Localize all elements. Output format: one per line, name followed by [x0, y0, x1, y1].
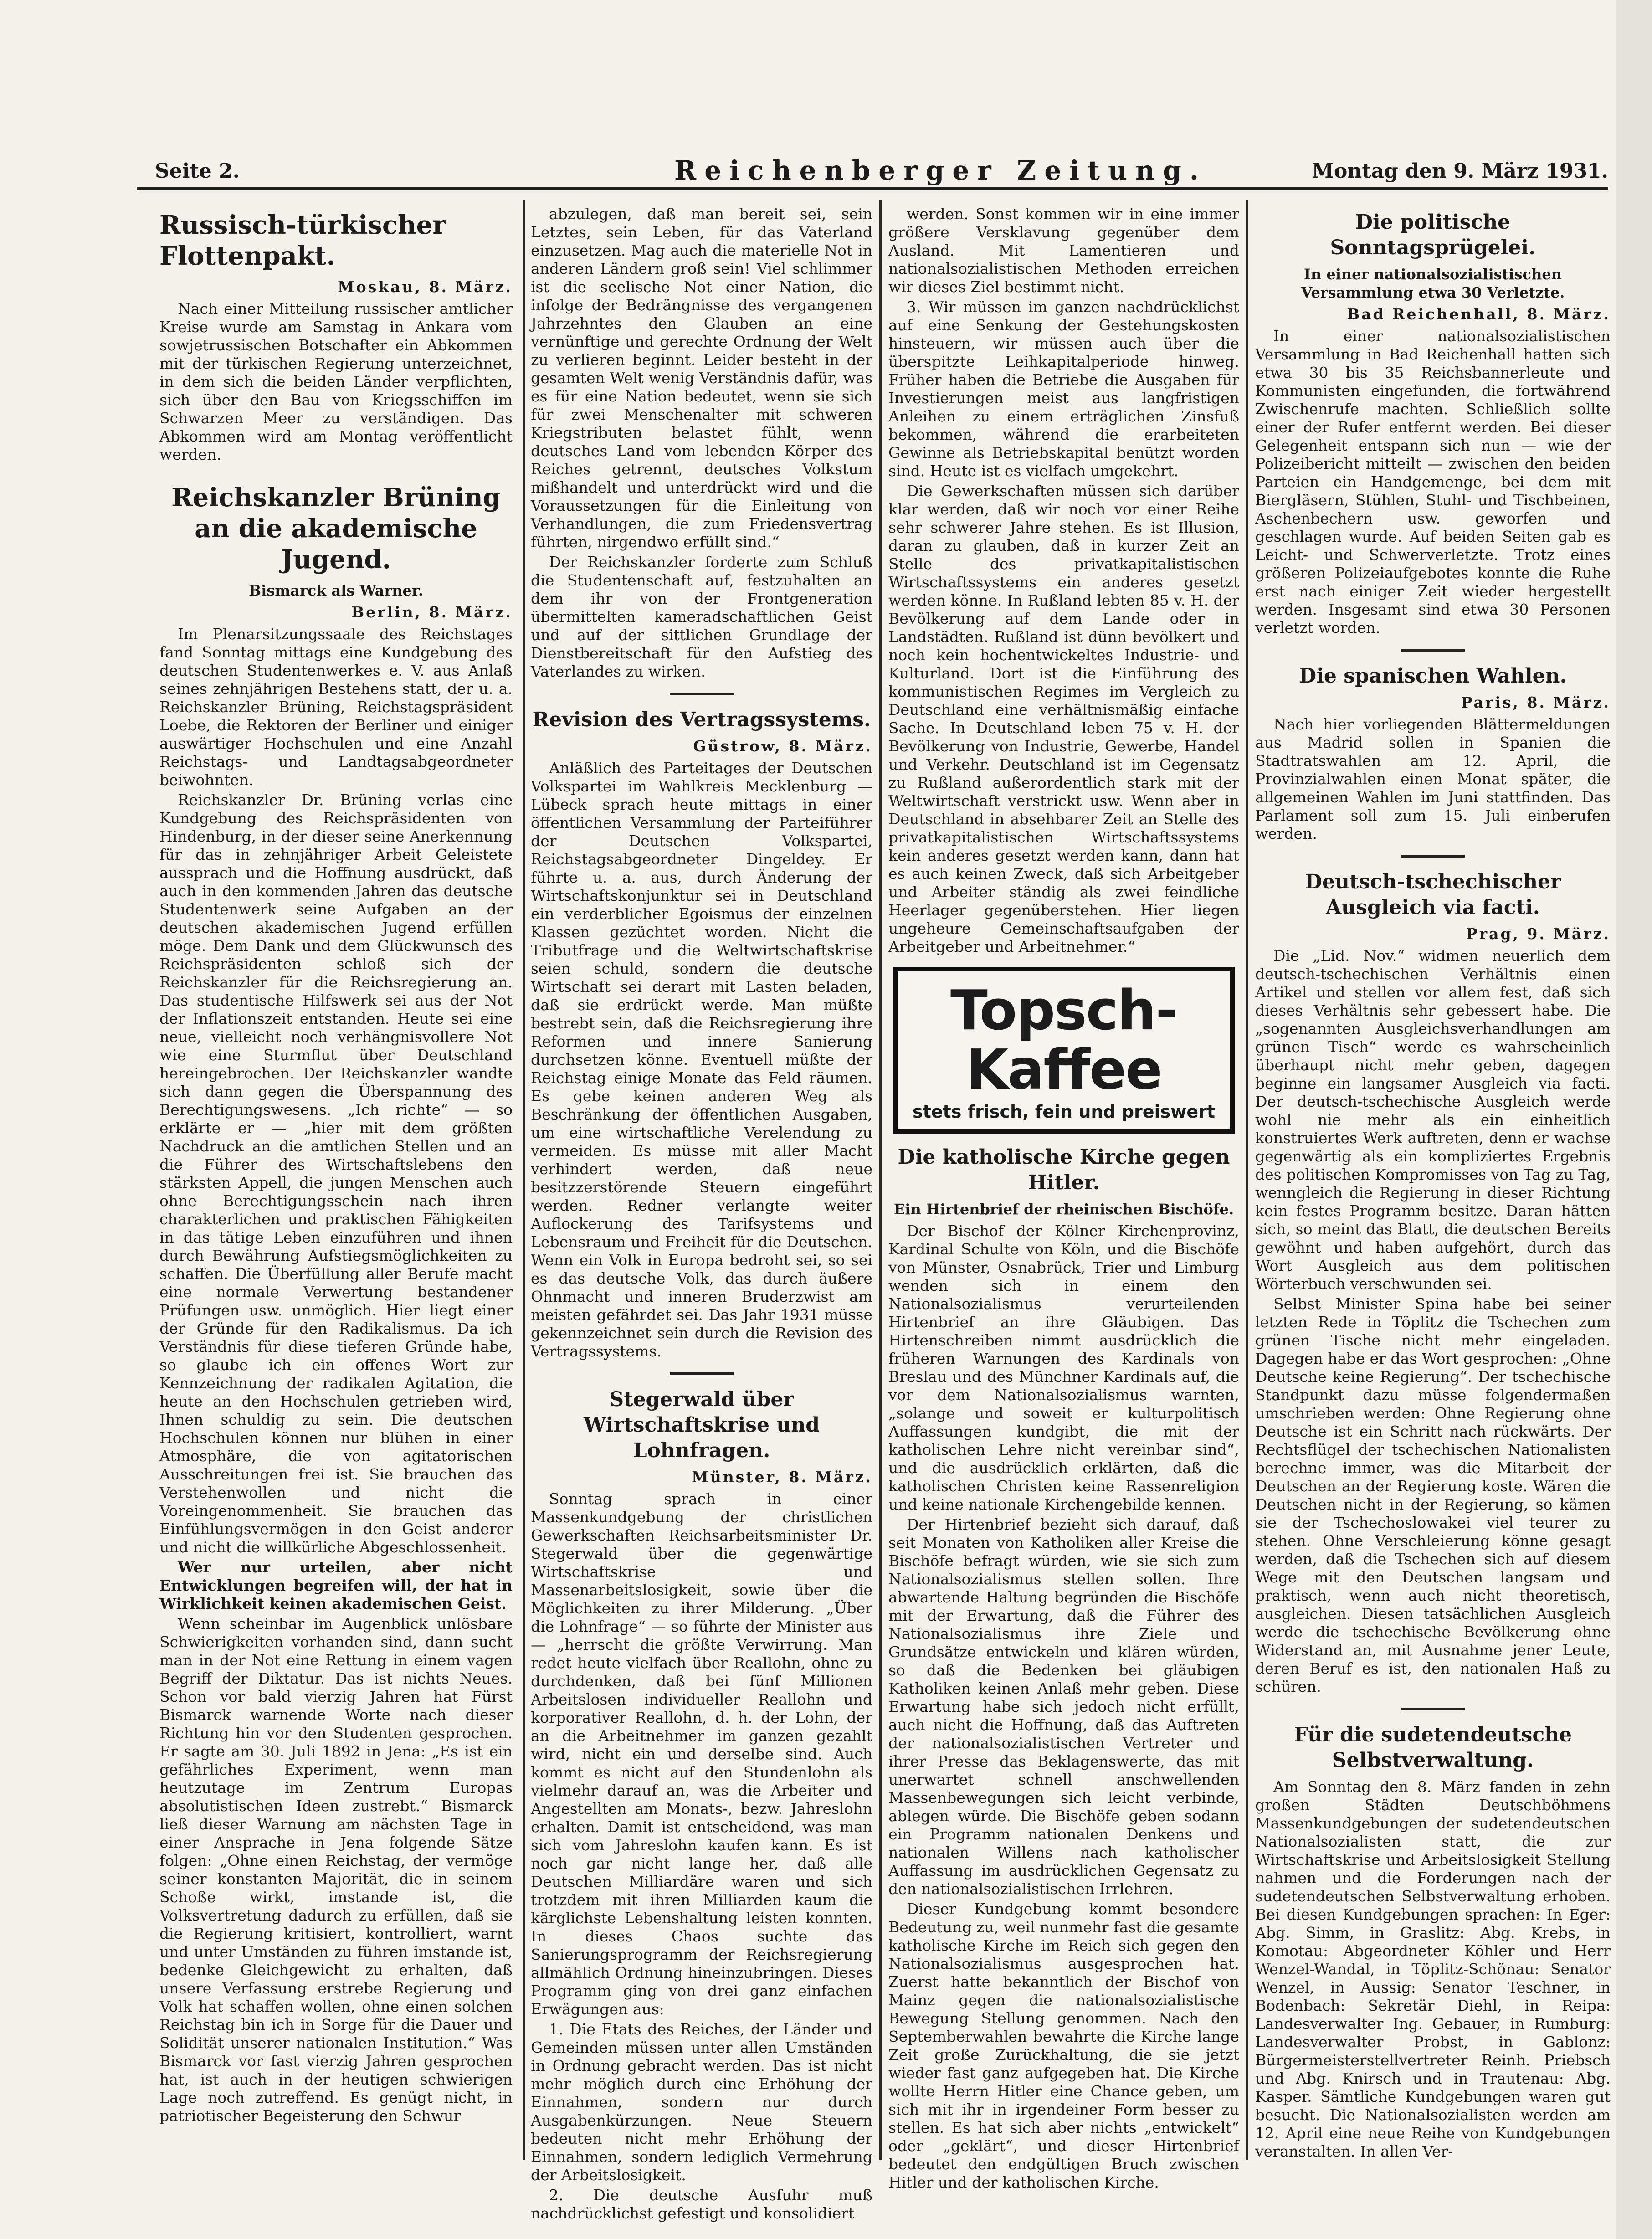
article-text: Anläßlich des Parteitages der Deutschen Volkspartei im Wahlkreis Mecklenburg — Lübeck sprach heute mittags in einer öffentlichen Versammlung der Parteiführer der Deutschen Volkspartei, Reichstagsabgeordneter Dingeldey. Er führte u. a. aus, durch Änderung der Wirtschaftskonjunktur sei in Deutschland ein verderblicher Egoismus der einzelnen Klassen gezüchtet worden. Nicht die Tributfrage und die Weltwirtschaftskrise seien schuld, sondern die deutsche Wirtschaft sei derart mit Lasten beladen, daß sie erdrückt werde. Man müßte bestrebt sein, daß die Reichsregierung ihre Reformen und innere Sanierung durchsetzen könne. Eventuell müßte der Reichstag einige Monate das Feld räumen. Es gebe keinen anderen Weg als Beschränkung der öffentlichen Ausgaben, um eine wirtschaftliche Verelendung zu vermeiden. Es müsse mit aller Macht verhindert werden, daß neue besitzzerstörende Steuern eingeführt werden. Redner verlangte weiter Auflockerung des Tarifsystems und Lebensraum und Freiheit für die Deutschen. Wenn ein Volk in Europa bedroht sei, so sei es das deutsche Volk, das durch äußere Ohnmacht und inneren Bruderzwist am meisten gefährdet sei. Das Jahr 1931 müsse gekennzeichnet sein durch die Revision des Vertragssystems.	[531, 759, 872, 1360]
article-title: Revision des Vertragssystems.	[532, 708, 871, 731]
article-text: Sonntag sprach in einer Massenkundgebung der christlichen Gewerkschaften Reichsarbeitsminister Dr. Stegerwald über die gegenwärtige Wirtschaftskrise und Massenarbeitslosigkeit, sowie über die Möglichkeiten zu ihrer Milderung. „Über die Lohnfrage“ — so führte der Minister aus — „herrscht die größte Verwirrung. Man redet heute vielfach über Reallohn, ohne zu durchdenken, daß bei fünf Millionen Arbeitslosen individueller Reallohn und korporativer Reallohn, d. h. der Lohn, der an die Arbeitnehmer im ganzen gezahlt wird, nicht ein und derselbe sind. Auch kommt es nicht auf den Stundenlohn als vielmehr darauf an, was die Arbeiter und Angestellten am Monats-, bezw. Jahreslohn erhalten. Damit ist entscheidend, was man sich vom Jahreslohn kaufen kann. Es ist noch gar nicht lange her, daß alle Deutschen Milliardäre waren und sich trotzdem mit ihren Milliarden kaum die kärglichste Lebenshaltung leisten konnten. In dieses Chaos suchte das Sanierungsprogramm der Reichsregierung allmählich Ordnung hineinzubringen. Dieses Programm ging von drei ganz einfachen Erwägungen aus:	[531, 1490, 872, 2018]
article-text: Die Gewerkschaften müssen sich darüber klar werden, daß wir noch vor einer Reihe sehr schwerer Jahre stehen. Es ist Illusion, daran zu glauben, daß in kurzer Zeit an Stelle des privatkapitalistischen Wirtschaftssystems ein anderes gesetzt werden könne. In Rußland lebten 85 v. H. der Bevölkerung auf dem Lande oder in Landstädten. Rußland ist dünn bevölkert und noch kein hochentwickeltes Industrie- und Kulturland. Dort ist die Einführung des kommunistischen Regimes im Vergleich zu Deutschland eine verhältnismäßig einfache Sache. In Deutschland leben 75 v. H. der Bevölkerung von Industrie, Gewerbe, Handel und Verkehr. Deutschland ist im Gegensatz zu Rußland außerordentlich stark mit der Weltwirtschaft verstrickt usw. Wenn aber in Deutschland in absehbarer Zeit an Stelle des privatkapitalistischen Wirtschaftssystems kein anderes gesetzt werden kann, dann hat es auch keinen Zweck, daß sich Arbeitgeber und Arbeiter ständig als zwei feindliche Heerlager gegenüberstehen. Hier liegen ungeheure Gemeinschaftsaufgaben der Arbeitgeber und Arbeitnehmer.“	[888, 482, 1239, 955]
column-3	[888, 205, 1239, 2191]
article-text: Am Sonntag den 8. März fanden in zehn großen Städten Deutschböhmens Massenkundgebungen der sudetendeutschen Nationalsozialisten statt, die zur Wirtschaftskrise und Arbeitslosigkeit Stellung nahmen und die Forderungen nach der sudetendeutschen Selbstverwaltung erhoben. Bei diesen Kundgebungen sprachen: In Eger: Abg. Simm, in Graslitz: Abg. Krebs, in Komotau: Abgeordneter Köhler und Herr Wenzel-Wandal, in Töplitz-Schönau: Senator Wenzel, in Aussig: Senator Teschner, in Bodenbach: Sekretär Diehl, in Reipa: Landesverwalter Ing. Gebauer, in Rumburg: Landesverwalter Probst, in Gablonz: Bürgermeisterstellvertreter Reinh. Priebsch und Abg. Knirsch und in Trautenau: Abg. Kasper. Sämtliche Kundgebungen waren gut besucht. Die Nationalsozialisten werden am 12. April eine neue Reihe von Kundgebungen veranstalten. In allen Ver-	[1255, 1778, 1611, 2160]
article-text: 1. Die Etats des Reiches, der Länder und Gemeinden müssen unter allen Umständen in Ordnung gebracht werden. Das ist nicht mehr möglich durch eine Erhöhung der Einnahmen, sondern nur durch Ausgabenkürzungen. Neue Steuern bedeuten nicht mehr Erhöhung der Einnahmen, sondern lediglich Vermehrung der Arbeitslosigkeit.	[531, 2020, 872, 2184]
article-text: Reichskanzler Dr. Brüning verlas eine Kundgebung des Reichspräsidenten von Hindenburg, in der dieser seine Anerkennung für das in zehnjähriger Arbeit Geleistete aussprach und die Hoffnung ausdrückt, daß auch in den kommenden Jahren das deutsche Studentenwerk seine Aufgaben an der deutschen akademischen Jugend erfüllen möge. Dem Dank und dem Glückwunsch des Reichspräsidenten schloß sich der Reichskanzler für die Reichsregierung an. Das studentische Hilfswerk sei aus der Not der Inflationszeit entstanden. Heute sei eine neue, vielleicht noch verhängnisvollere Not wie eine Sturmflut über Deutschland hereingebrochen. Der Reichskanzler wandte sich dann gegen die Überspannung des Berechtigungswesens. „Ich richte“ — so erklärte er — „hier mit dem größten Nachdruck an die amtlichen Stellen und an die Führer des Wirtschaftslebens den stärksten Appell, die jungen Menschen auch ohne Berechtigungsschein nach ihren charakterlichen und praktischen Fähigkeiten in das tätige Leben einzuführen und ihnen durch Bewährung Aufstiegsmöglichkeiten zu schaffen. Die Überfüllung aller Berufe macht eine normale Verwertung bestandener Prüfungen usw. unmöglich. Hier liegt einer der Gründe für den Radikalismus. Da ich Verständnis für diese tieferen Gründe habe, so glaube ich ein offenes Wort zur Kennzeichnung der radikalen Agitation, die heute an den Hochschulen getrieben wird, Ihnen schuldig zu sein. Die deutschen Hochschulen können nur blühen in einer Atmosphäre, die von agitatorischen Ausschreitungen frei ist. Sie brauchen das Verstehenwollen und nicht die Voreingenommenheit. Sie brauchen das Einfühlungsvermögen in den Geist anderer und nicht die willkürliche Abgeschlossenheit.	[159, 791, 513, 1556]
dateline: Prag, 9. März.	[1466, 925, 1611, 943]
article-text: Wenn scheinbar im Augenblick unlösbare Schwierigkeiten vorhanden sind, dann sucht man in der Not eine Rettung in einem vagen Begriff der Diktatur. Das ist nichts Neues. Schon vor bald vierzig Jahren hat Fürst Bismarck warnende Worte nach dieser Richtung hin vor den Studenten gesprochen. Er sagte am 30. Juli 1892 in Jena: „Es ist ein gefährliches Experiment, wenn man heutzutage im Zentrum Europas absolutistischen Ideen zustrebt.“ Bismarck ließ dieser Warnung am nächsten Tage in einer Ansprache in Jena folgende Sätze folgen: „Ohne einen Reichstag, der vermöge seiner konstanten Majorität, die in seinem Schoße wirkt, imstande ist, die Volksvertretung dadurch zu erfüllen, daß sie die Regierung kritisiert, kontrolliert, warnt und unter Umständen zu führen imstande ist, bedenke Gleichgewicht zu erhalten, daß unsere Verfassung erstrebe Regierung und Volk hat schaffen wollen, ohne einen solchen Reichstag bin ich in Sorge für die Dauer und Solidität unserer nationalen Institution.“ Was Bismarck vor fast vierzig Jahren gesprochen hat, ist auch in der heutigen schwierigen Lage noch zutreffend. Es genügt nicht, in patriotischer Begeisterung den Schwur	[159, 1615, 513, 2125]
article-text: Nach hier vorliegenden Blättermeldungen aus Madrid sollen in Spanien die Stadtratswahlen am 12. April, die Provinzialwahlen einen Monat später, die allgemeinen Wahlen im Juni stattfinden. Das Parlament soll zum 15. Juli einberufen werden.	[1255, 715, 1611, 842]
page-header	[137, 150, 1608, 191]
dateline: Berlin, 8. März.	[351, 603, 513, 621]
article-text: Nach einer Mitteilung russischer amtlicher Kreise wurde am Samstag in Ankara vom sowjetrussischen Botschafter ein Abkommen mit der türkischen Regierung unterzeichnet, in dem sich die beiden Länder verpflichten, sich über den Bau von Kriegsschiffen im Schwarzen Meer zu verständigen. Das Abkommen wird am Montag veröffentlicht werden.	[159, 300, 513, 463]
article-subtitle: Ein Hirtenbrief der rheinischen Bischöfe.	[893, 1201, 1234, 1218]
column-1	[159, 205, 513, 2160]
header-rule	[137, 187, 1608, 190]
ad-title: Topsch-Kaffee	[950, 979, 1178, 1102]
article-subtitle: In einer nationalsozialistischen Versammlung etwa 30 Verletzte.	[1301, 266, 1565, 301]
page-number: Seite 2.	[155, 159, 240, 183]
separator	[1401, 1708, 1465, 1710]
article-lead: Wer nur urteilen, aber nicht Entwicklungen begreifen will, der hat in Wirklichkeit keinen akademischen Geist.	[159, 1558, 513, 1612]
column-rule	[1246, 200, 1248, 2160]
newspaper-name: Reichenberger Zeitung.	[674, 155, 1207, 186]
separator	[670, 1372, 734, 1375]
article-text: Im Plenarsitzungssaale des Reichstages fand Sonntag mittags eine Kundgebung des deutschen Studentenwerkes e. V. aus Anlaß seines zehnjährigen Bestehens statt, der u. a. Reichskanzler Brüning, Reichstagspräsident Loebe, die Rektoren der Berliner und einiger auswärtiger Hochschulen und eine Anzahl Reichstags- und Landtagsabgeordneter beiwohnten.	[159, 625, 513, 789]
issue-date: Montag den 9. März 1931.	[1312, 159, 1608, 183]
separator	[1401, 649, 1465, 652]
article-text: Dieser Kundgebung kommt besondere Bedeutung zu, weil nunmehr fast die gesamte katholische Kirche im Reich sich gegen den Nationalsozialismus ausgesprochen hat. Zuerst hatte bekanntlich der Bischof von Mainz gegen die nationalsozialistische Bewegung Stellung genommen. Nach den Septemberwahlen bewahrte die Kirche lange Zeit große Zurückhaltung, die sie jetzt wieder fast ganz aufgegeben hat. Die Kirche wollte Herrn Hitler eine Chance geben, um sich mit ihr in irgendeiner Form besser zu stellen. Es hat sich aber nichts „entwickelt“ oder „geklärt“, und dieser Hirtenbrief bedeutet den endgültigen Bruch zwischen Hitler und der katholischen Kirche.	[888, 1900, 1239, 2191]
article-text: Der Bischof der Kölner Kirchenprovinz, Kardinal Schulte von Köln, und die Bischöfe von Münster, Osnabrück, Trier und Limburg wenden sich in einem den Nationalsozialismus verurteilenden Hirtenbrief an ihre Gläubigen. Das Hirtenschreiben nimmt ausdrücklich die früheren Warnungen des Kardinals von Breslau und des Münchner Kardinals auf, die vor dem Nationalsozialismus warnten, „solange und soweit er kulturpolitisch Auffassungen kundgibt, die mit der katholischen Lehre nicht vereinbar sind“, und die ausdrücklich erklärten, daß die katholischen Christen keine Rassenreligion und keine nationale Kirchengebilde kennen.	[888, 1222, 1239, 1513]
article-text: Selbst Minister Spina habe bei seiner letzten Rede in Töplitz die Tschechen zum grünen Tische nicht mehr eingeladen. Dagegen habe er das Wort gesprochen: „Ohne Deutsche keine Regierung“. Der tschechische Standpunkt dazu müsse folgendermaßen umschrieben werden: Ohne Regierung ohne Deutsche ist ein Schritt nach rückwärts. Der Rechtsflügel der tschechischen Nationalisten berechne immer, was die Mitarbeit der Deutschen an der Regierung koste. Wären die Deutschen nicht in der Regierung, so kämen sie der Tschechoslowakei viel teurer zu stehen. Ohne Verschleierung könne gesagt werden, daß die Tschechen sich auf diesem Wege mit den Deutschen langsam und praktisch, wenn auch nicht theoretisch, ausgleichen. Diesen tatsächlichen Ausgleich werde die tschechische Bevölkerung ohne Widerstand an, mit Ausnahme jener Leute, deren Beruf es ist, den nationalen Haß zu schüren.	[1255, 1295, 1611, 1695]
article-text: 3. Wir müssen im ganzen nachdrücklichst auf eine Senkung der Gestehungskosten hinsteuern, wir müssen auch über die überspitzte Leihkapitalperiode hinweg. Früher haben die Betriebe die Ausgaben für Investierungen meist aus langfristigen Anleihen zu einem erträglichen Zinsfuß bekommen, während die erarbeiteten Gewinne als Betriebskapital benützt worden sind. Heute ist es vielfach umgekehrt.	[888, 298, 1239, 480]
dateline: Moskau, 8. März.	[338, 278, 513, 296]
article-title: Die politische Sonntagsprügelei.	[1330, 211, 1536, 259]
article-title: Russisch-türkischer Flottenpakt.	[159, 210, 446, 271]
article-title: Für die sudetendeutsche Selbstverwaltung.	[1293, 1723, 1572, 1772]
column-2	[531, 205, 872, 2222]
ad-slogan: stets frisch, fein und preiswert	[912, 1102, 1216, 1122]
dateline: Güstrow, 8. März.	[693, 737, 872, 755]
article-title: Reichskanzler Brüning an die akademische Jugend.	[171, 483, 501, 575]
article-text: abzulegen, daß man bereit sei, sein Letztes, sein Leben, für das Vaterland einzusetzen. Mag auch die materielle Not in anderen Ländern groß sein! Viel schlimmer ist die seelische Not einer Nation, die infolge der Bedrängnisse des vergangenen Jahrzehntes den Glauben an eine vernünftige und gerechte Ordnung der Welt zu verlieren beginnt. Leider besteht in der gesamten Welt wenig Verständnis dafür, was es für eine Nation bedeutet, wenn sie sich für zwei Menschenalter mit schweren Kriegstributen belastet fühlt, wenn deutsches Land vom lebenden Körper des Reiches getrennt, deutsches Volkstum mißhandelt und unterdrückt wird und die Voraussetzungen für die Einleitung von Verhandlungen, die zum Friedensvertrag führten, nirgendwo erfüllt sind.“	[531, 205, 872, 551]
article-text: werden. Sonst kommen wir in eine immer größere Versklavung gegenüber dem Ausland. Mit Lamentieren und nationalsozialistischen Methoden erreichen wir dieses Ziel bestimmt nicht.	[888, 205, 1239, 296]
dateline: Münster, 8. März.	[692, 1468, 872, 1486]
column-rule	[523, 200, 525, 2160]
dateline: Bad Reichenhall, 8. März.	[1347, 305, 1611, 323]
article-title: Deutsch-tschechischer Ausgleich via facti.	[1304, 870, 1561, 919]
article-subtitle: Bismarck als Warner.	[249, 582, 423, 599]
article-text: Der Reichskanzler forderte zum Schluß die Studentenschaft auf, festzuhalten an dem ihr von der Frontgeneration übermittelten kameradschaftlichen Geist und auf der sittlichen Grundlage der Dienstbereitschaft für den Aufstieg des Vaterlandes zu wirken.	[531, 553, 872, 680]
article-text: Der Hirtenbrief bezieht sich darauf, daß seit Monaten von Katholiken aller Kreise die Bischöfe befragt würden, wie sie sich zum Nationalsozialismus stellen sollen. Ihre abwartende Haltung begründen die Bischöfe mit der Erwartung, daß die Führer des Nationalsozialismus ihre Ziele und Grundsätze entwickeln und klären würden, so daß die Bedenken bei gläubigen Katholiken keinen Anlaß mehr geben. Diese Erwartung habe sich jedoch nicht erfüllt, auch nicht die Hoffnung, daß das Auftreten der nationalsozialistischen Vertreter und ihrer Presse das Beklagenswerte, das mit unerwartet schnell anschwellenden Massenbewegungen sich leicht verbinde, ablegen würde. Die Bischöfe geben sodann ein Programm nationalen Denkens und nationalen Willens nach katholischer Auffassung im ausdrücklichen Gegensatz zu den nationalsozialistischen Irrlehren.	[888, 1515, 1239, 1898]
article-text: 2. Die deutsche Ausfuhr muß nachdrücklichst gefestigt und konsolidiert	[531, 2186, 872, 2222]
column-rule	[879, 200, 882, 2160]
separator	[670, 693, 734, 695]
article-title: Die katholische Kirche gegen Hitler.	[898, 1145, 1230, 1194]
page-edge	[1616, 0, 1652, 2239]
article-text: In einer nationalsozialistischen Versammlung in Bad Reichenhall hatten sich etwa 30 bis 35 Reichsbannerleute und Kommunisten eingefunden, die fortwährend Zwischenrufe machten. Schließlich sollte einer der Rufer entfernt werden. Bei dieser Gelegenheit entspann sich nun — wie der Polizeibericht mitteilt — zwischen den beiden Parteien ein Handgemenge, bei dem mit Biergläsern, Stühlen, Stuhl- und Tischbeinen, Aschenbechern usw. geworfen und geschlagen wurde. Auf beiden Seiten gab es Leicht- und Schwerverletzte. Trotz eines größeren Polizeiaufgebotes konnte die Ruhe erst nach einiger Zeit wieder hergestellt werden. Insgesamt sind etwa 30 Personen verletzt worden.	[1255, 327, 1611, 637]
column-4	[1255, 205, 1611, 2160]
separator	[1401, 855, 1465, 858]
dateline: Paris, 8. März.	[1461, 693, 1611, 711]
article-title: Die spanischen Wahlen.	[1299, 664, 1567, 688]
article-text: Die „Lid. Nov.“ widmen neuerlich dem deutsch-tschechischen Verhältnis einen Artikel und stellen vor allem fest, daß sich dieses Verhältnis sehr gebessert habe. Die „sogenannten Ausgleichsverhandlungen am grünen Tisch“ werde es wahrscheinlich überhaupt nicht mehr geben, dagegen beginne ein langsamer Ausgleich via facti. Der deutsch-tschechische Ausgleich werde wohl nie mehr als ein einheitlich konstruiertes Werk auftreten, denn er wachse gegenwärtig als ein kompliziertes Ergebnis des politischen Kompromisses von Tag zu Tag, wenngleich die Regierung in dieser Richtung kein festes Programm besitze. Daran hätten sich, so meint das Blatt, die deutschen Bereits gewöhnt und haben aufgehört, durch das Wort Ausgleich aus dem politischen Wörterbuch verschwunden sei.	[1255, 947, 1611, 1293]
advertisement	[893, 967, 1235, 1134]
article-title: Stegerwald über Wirtschaftskrise und Lohnfragen.	[583, 1388, 820, 1462]
